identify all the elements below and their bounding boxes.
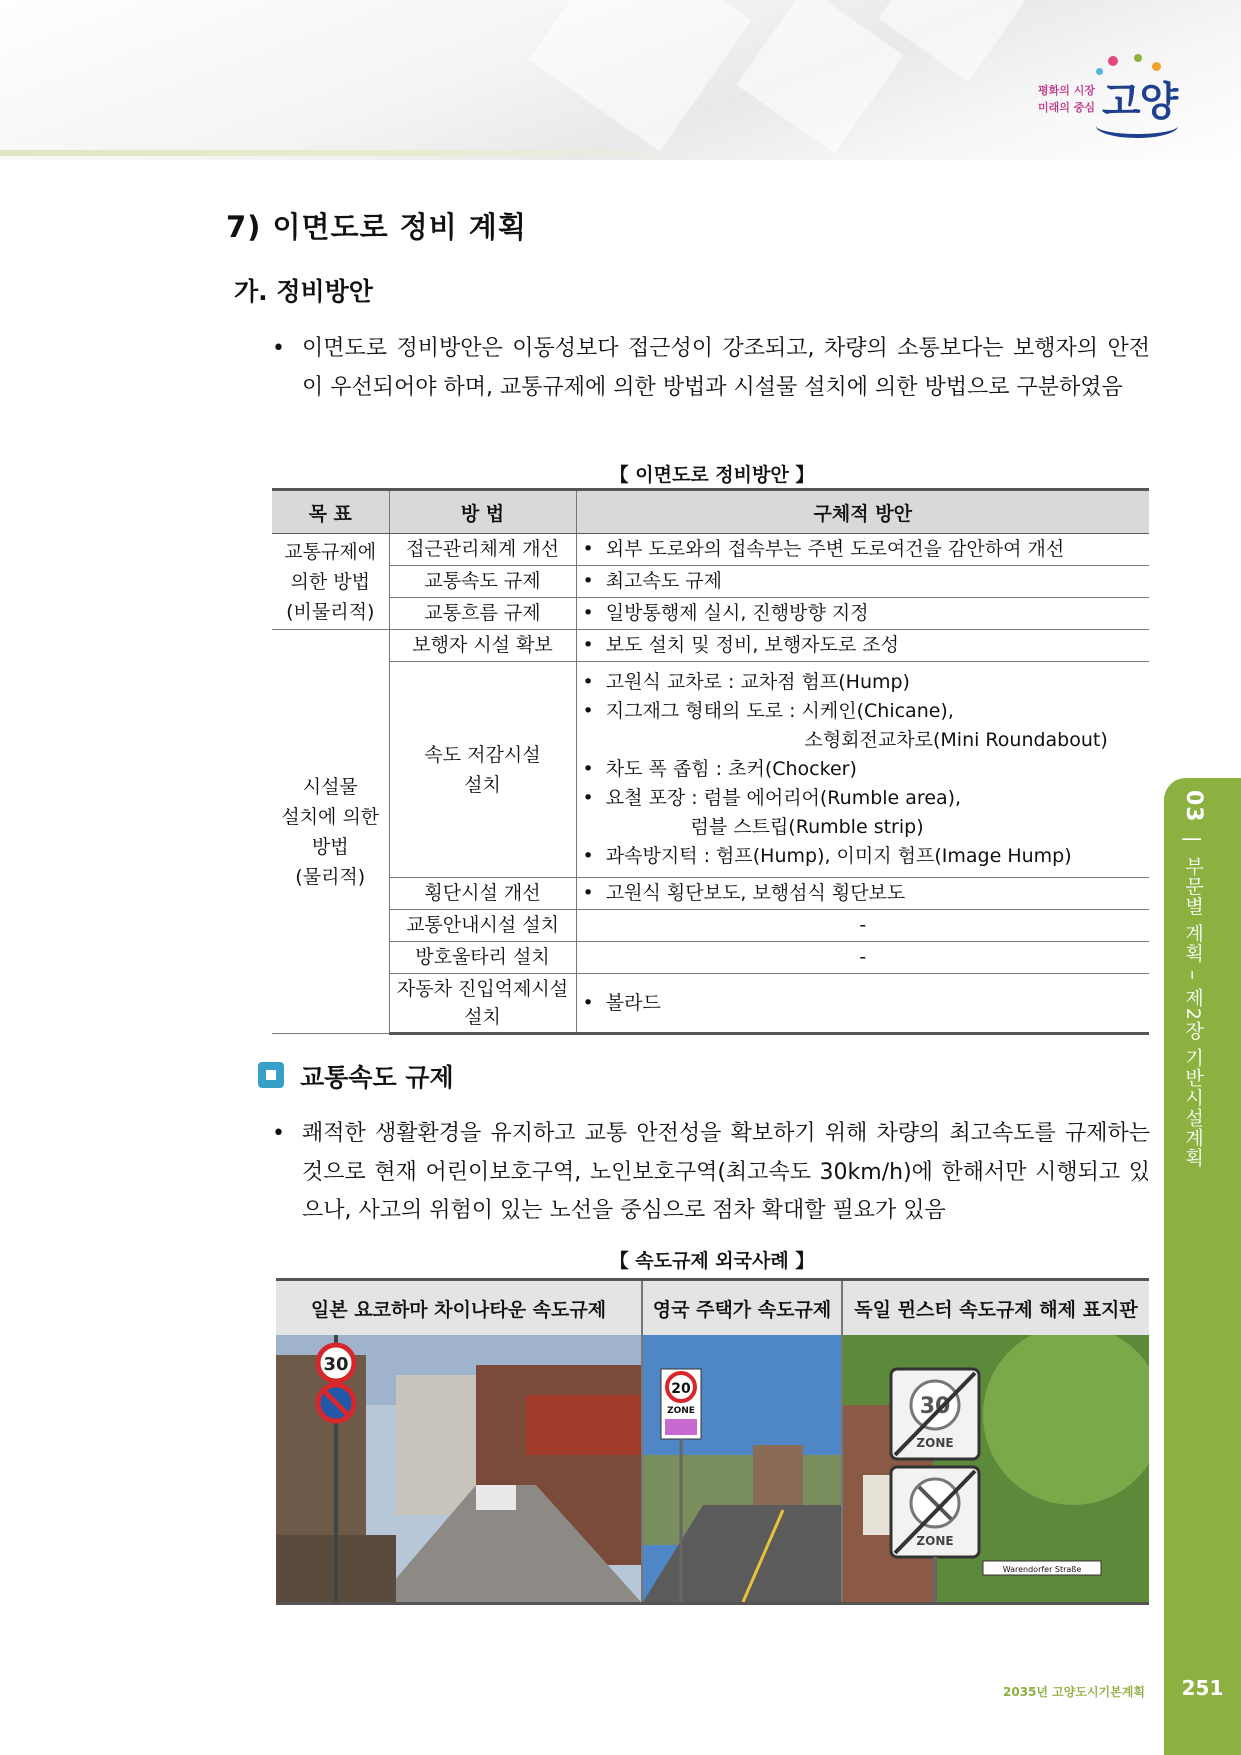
table-row — [272, 598, 1149, 630]
method-cell: 접근관리체계 개선 — [389, 534, 576, 566]
detail-cell — [576, 534, 1149, 566]
table-row — [272, 910, 1149, 942]
detail-item: • 일방통행제 실시, 진행방향 지정 — [582, 602, 869, 624]
detail-cell — [576, 878, 1149, 910]
table-row — [272, 878, 1149, 910]
svg-text:ZONE: ZONE — [916, 1534, 954, 1548]
detail-cell — [576, 598, 1149, 630]
chapter-title: 부문별 계획 – 제2장 기반시설계획 — [1182, 856, 1204, 1168]
chapter-side-label — [1180, 790, 1207, 1168]
case-header-germany: 독일 뮌스터 속도규제 해제 표지판 — [842, 1280, 1149, 1336]
bullet-icon: • — [272, 1121, 285, 1146]
logo-name: 고양 — [1102, 79, 1178, 125]
column-header-goal: 목 표 — [272, 490, 389, 534]
speed-heading: 교통속도 규제 — [300, 1063, 454, 1092]
detail-cell — [576, 566, 1149, 598]
speed-paragraph — [272, 1115, 1150, 1231]
photo-cell — [276, 1335, 642, 1604]
photo-cell — [842, 1335, 1149, 1604]
goyang-logo — [1038, 52, 1188, 142]
speed-sign-30-text: 30 — [323, 1354, 349, 1375]
goal-cell: 시설물 설치에 의한 방법 (물리적) — [272, 630, 389, 1034]
photo-uk — [643, 1335, 841, 1602]
section-title: 7) 이면도로 정비 계획 — [226, 210, 527, 244]
detail-item-continuation: 소형회전교차로(Mini Roundabout) — [804, 729, 1108, 751]
svg-text:ZONE: ZONE — [916, 1436, 954, 1450]
side-divider: | — [1182, 835, 1204, 844]
logo-leaf-icon — [1134, 54, 1142, 62]
method-cell: 속도 저감시설 설치 — [389, 662, 576, 878]
photo-row — [276, 1335, 1149, 1604]
logo-slogan-1: 평화의 시장 — [1038, 84, 1095, 97]
logo-slogan-2: 미래의 중심 — [1038, 101, 1095, 114]
plan-table — [272, 488, 1149, 1035]
detail-item: • 고원식 횡단보도, 보행섬식 횡단보도 — [582, 882, 906, 904]
detail-item: • 최고속도 규제 — [582, 570, 722, 592]
detail-cell — [576, 662, 1149, 878]
table-header-row — [276, 1280, 1149, 1336]
detail-item: • 과속방지턱 : 험프(Hump), 이미지 험프(Image Hump) — [582, 845, 1072, 867]
column-header-detail: 구체적 방안 — [576, 490, 1149, 534]
section-square-icon — [258, 1062, 284, 1088]
cases-caption: 【 속도규제 외국사례 】 — [609, 1250, 815, 1272]
table-header-row — [272, 490, 1149, 534]
svg-text:30: 30 — [919, 1394, 951, 1419]
cases-table — [276, 1278, 1149, 1605]
plan-table-caption: 【 이면도로 정비방안 】 — [609, 464, 815, 486]
photo-cell — [642, 1335, 842, 1604]
detail-cell — [576, 974, 1149, 1034]
method-cell: 자동차 진입억제시설 설치 — [389, 974, 576, 1034]
logo-sun-icon — [1152, 62, 1161, 71]
detail-item: • 보도 설치 및 정비, 보행자도로 조성 — [582, 634, 899, 656]
page-number: 251 — [1181, 1676, 1224, 1700]
detail-item: • 볼라드 — [582, 991, 661, 1014]
method-cell: 횡단시설 개선 — [389, 878, 576, 910]
table-row — [272, 630, 1149, 662]
table-row — [272, 566, 1149, 598]
photo-muenster — [843, 1335, 1149, 1602]
detail-item: • 차도 폭 좁힘 : 초커(Chocker) — [582, 758, 857, 780]
method-cell: 교통속도 규제 — [389, 566, 576, 598]
column-header-method: 방 법 — [389, 490, 576, 534]
speed-text: 쾌적한 생활환경을 유지하고 교통 안전성을 확보하기 위해 차량의 최고속도를 규제하는 것으로 현재 어린이보호구역, 노인보호구역(최고속도 30km/h)에 한해서만 시행되고 있으나, 사고의 위험이 있는 노선을 중심으로 점차 확대할 필요가 있음 — [302, 1121, 1150, 1223]
method-cell: 보행자 시설 확보 — [389, 630, 576, 662]
table-row — [272, 534, 1149, 566]
chapter-number: 03 — [1181, 790, 1206, 823]
footer-title: 2035년 고양도시기본계획 — [1003, 1685, 1145, 1699]
method-cell: 방호울타리 설치 — [389, 942, 576, 974]
bullet-icon: • — [272, 336, 285, 361]
table-row — [272, 974, 1149, 1034]
detail-item: • 고원식 교차로 : 교차점 험프(Hump) — [582, 671, 910, 693]
goal-cell: 교통규제에 의한 방법 (비물리적) — [272, 534, 389, 630]
detail-cell — [576, 630, 1149, 662]
detail-item-continuation: 럼블 스트립(Rumble strip) — [690, 816, 924, 838]
table-row — [272, 662, 1149, 878]
intro-paragraph — [272, 330, 1150, 407]
case-header-japan: 일본 요코하마 차이나타운 속도규제 — [276, 1280, 642, 1336]
intro-text: 이면도로 정비방안은 이동성보다 접근성이 강조되고, 차량의 소통보다는 보행자의 안전이 우선되어야 하며, 교통규제에 의한 방법과 시설물 설치에 의한 방법으로 구분하였음 — [302, 336, 1150, 400]
case-header-uk: 영국 주택가 속도규제 — [642, 1280, 842, 1336]
photo-yokohama — [276, 1335, 641, 1602]
detail-item: • 요철 포장 : 럼블 에어리어(Rumble area), — [582, 787, 962, 809]
section-subtitle: 가. 정비방안 — [234, 277, 373, 306]
svg-text:20: 20 — [671, 1381, 691, 1397]
method-cell: 교통안내시설 설치 — [389, 910, 576, 942]
svg-text:Warendorfer Straße: Warendorfer Straße — [1002, 1565, 1082, 1574]
detail-item: • 외부 도로와의 접속부는 주변 도로여건을 감안하여 개선 — [582, 538, 1065, 560]
logo-bird-icon — [1096, 68, 1103, 75]
svg-text:ZONE: ZONE — [667, 1406, 695, 1416]
method-cell: 교통흐름 규제 — [389, 598, 576, 630]
detail-cell: - — [576, 910, 1149, 942]
logo-flower-icon — [1108, 56, 1118, 66]
header-rule — [0, 150, 700, 156]
detail-item: • 지그재그 형태의 도로 : 시케인(Chicane), — [582, 700, 954, 722]
detail-cell: - — [576, 942, 1149, 974]
table-row — [272, 942, 1149, 974]
logo-smile-arc — [1096, 114, 1178, 138]
